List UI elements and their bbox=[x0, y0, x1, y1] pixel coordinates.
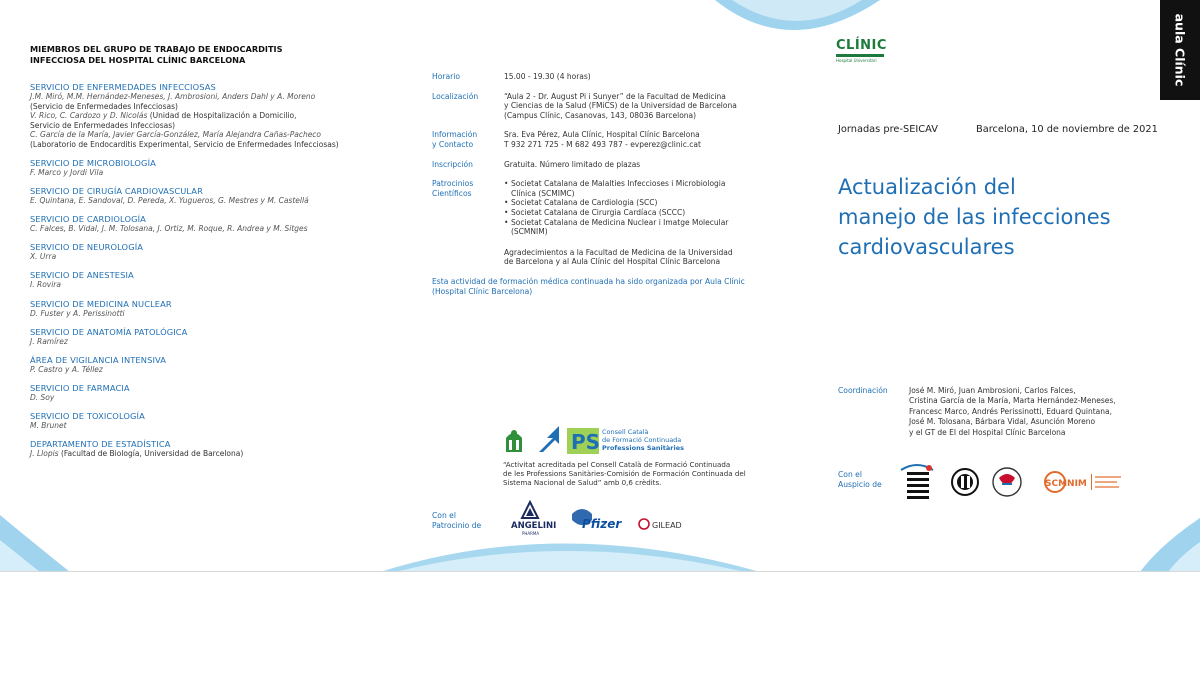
service-group bbox=[30, 299, 410, 319]
ps-logo bbox=[567, 428, 600, 454]
service-line bbox=[30, 449, 410, 459]
service-group bbox=[30, 327, 410, 347]
arrow-logo bbox=[539, 426, 559, 452]
service-title: SERVICIO DE MEDICINA NUCLEAR bbox=[30, 298, 172, 309]
service-names: X. Urra bbox=[30, 252, 57, 262]
auspicio-label-line1: Con el bbox=[838, 470, 862, 479]
clinic-logo-bar bbox=[836, 54, 884, 57]
service-title: SERVICIO DE ENFERMEDADES INFECCIOSAS bbox=[30, 82, 216, 92]
coord-line: José M. Tolosana, Bárbara Vidal, Asunción Moreno bbox=[909, 417, 1096, 427]
service-names: I. Rovira bbox=[30, 280, 61, 290]
localizacion-line: y Ciencias de la Salud (FMiCS) de la Universidad de Barcelona bbox=[504, 101, 737, 111]
service-line bbox=[30, 140, 410, 150]
service-names: J. Ramírez bbox=[30, 336, 68, 346]
scmimc-logo bbox=[901, 465, 933, 499]
service-names: J.M. Miró, M.M. Hernández-Meneses, J. Ambrosioni, Anders Dahl y A. Moreno bbox=[30, 92, 316, 101]
patrocinio-item bbox=[504, 218, 762, 237]
patrocinio-item bbox=[504, 179, 762, 198]
accreditation-text bbox=[503, 460, 765, 488]
service-note: (Servicio de Enfermedades Infecciosas) bbox=[30, 101, 178, 111]
activity-line: Esta actividad de formación médica continuada ha sido organizada por Aula Clínic bbox=[432, 276, 745, 286]
members-header bbox=[30, 44, 410, 65]
members-column bbox=[30, 44, 410, 467]
agradecimientos-line: Agradecimientos a la Facultad de Medicina de la Universidad bbox=[504, 247, 733, 257]
activity-note bbox=[432, 277, 762, 296]
patrocinios-value bbox=[504, 179, 762, 267]
auspicio-logos bbox=[897, 462, 1137, 504]
horario-value: 15.00 - 19.30 (4 horas) bbox=[504, 72, 591, 81]
patrocinio-item bbox=[504, 208, 762, 218]
patrocinio-line: • Societat Catalana de Cirurgia Cardíaca (SCCC) bbox=[511, 207, 686, 217]
generalitat-logo bbox=[503, 428, 525, 452]
patrocinios-label-line2: Científicos bbox=[432, 188, 472, 198]
title-line: cardiovasculares bbox=[838, 235, 1015, 259]
members-header-line1: MIEMBROS DEL GRUPO DE TRABAJO DE ENDOCARDITIS bbox=[30, 44, 283, 54]
svg-text:PS: PS bbox=[571, 430, 601, 454]
angelini-logo bbox=[511, 502, 556, 536]
service-note: Servicio de Enfermedades Infecciosas) bbox=[30, 120, 176, 130]
service-note: (Facultad de Biología, Universidad de Barcelona) bbox=[58, 449, 244, 458]
activity-line: (Hospital Clínic Barcelona) bbox=[432, 286, 533, 296]
event-date: Barcelona, 10 de noviembre de 2021 bbox=[976, 124, 1158, 135]
service-names: D. Fuster y A. Perissinotti bbox=[30, 308, 125, 318]
inscripcion-label: Inscripción bbox=[432, 159, 473, 169]
sponsor-label-line2: Patrocinio de bbox=[432, 520, 482, 530]
service-names: E. Quintana, E. Sandoval, D. Pereda, X. Yugueros, G. Mestres y M. Castellá bbox=[30, 196, 309, 206]
coord-line: José M. Miró, Juan Ambrosioni, Carlos Falces, bbox=[909, 386, 1076, 395]
service-title: SERVICIO DE ANATOMÍA PATOLÓGICA bbox=[30, 326, 188, 337]
accreditation-logos bbox=[503, 424, 763, 456]
horario-row bbox=[432, 72, 762, 82]
accred-logo-text-2: de Formació Continuada bbox=[602, 436, 682, 444]
accred-line: de les Professions Sanitàries-Comisión de Formación Continuada del bbox=[503, 469, 746, 479]
accred-line: “Activitat acreditada pel Consell Català de Formació Continuada bbox=[503, 460, 731, 469]
service-title: DEPARTAMENTO DE ESTADÍSTICA bbox=[30, 439, 171, 449]
event-title bbox=[838, 172, 1178, 262]
service-title: SERVICIO DE CIRUGÍA CARDIOVASCULAR bbox=[30, 186, 203, 197]
patrocinio-line: • Societat Catalana de Cardiologia (SCC) bbox=[511, 198, 658, 208]
service-line bbox=[30, 111, 410, 121]
service-line bbox=[30, 130, 410, 140]
coord-line: Cristina García de la María, Marta Hernández-Meneses, bbox=[909, 396, 1116, 406]
service-line bbox=[30, 337, 410, 347]
service-group bbox=[30, 411, 410, 431]
service-group bbox=[30, 214, 410, 234]
service-line bbox=[30, 252, 410, 262]
localizacion-value bbox=[504, 92, 762, 121]
service-line bbox=[30, 121, 410, 131]
informacion-value bbox=[504, 130, 762, 149]
gilead-logo bbox=[639, 519, 682, 530]
service-line bbox=[30, 196, 410, 206]
service-note: (Laboratorio de Endocarditis Experimental, Servicio de Enfermedades Infecciosas) bbox=[30, 139, 339, 149]
localizacion-label: Localización bbox=[432, 91, 479, 101]
title-line: manejo de las infecciones bbox=[838, 205, 1111, 229]
coordinacion-label: Coordinación bbox=[838, 386, 888, 395]
service-title: SERVICIO DE NEUROLOGÍA bbox=[30, 242, 144, 253]
service-title: SERVICIO DE TOXICOLOGÍA bbox=[30, 410, 145, 421]
service-line bbox=[30, 280, 410, 290]
info-column bbox=[432, 72, 762, 296]
service-line bbox=[30, 393, 410, 403]
sponsor-logos bbox=[508, 500, 708, 538]
horario-label: Horario bbox=[432, 72, 461, 81]
patrocinios-row bbox=[432, 179, 762, 267]
service-title: SERVICIO DE CARDIOLOGÍA bbox=[30, 214, 146, 225]
service-group bbox=[30, 383, 410, 403]
service-line bbox=[30, 168, 410, 178]
service-title: SERVICIO DE MICROBIOLOGÍA bbox=[30, 158, 156, 169]
service-title: SERVICIO DE FARMACIA bbox=[30, 382, 130, 393]
inscripcion-value: Gratuita. Número limitado de plazas bbox=[504, 159, 641, 169]
patrocinios-label-line1: Patrocinios bbox=[432, 179, 474, 189]
service-group bbox=[30, 242, 410, 262]
service-line bbox=[30, 92, 410, 102]
service-group bbox=[30, 355, 410, 375]
service-names: M. Brunet bbox=[30, 420, 67, 430]
clinic-logo bbox=[836, 38, 896, 70]
service-line bbox=[30, 224, 410, 234]
service-names: P. Castro y A. Téllez bbox=[30, 364, 103, 374]
service-note: (Unidad de Hospitalización a Domicilio, bbox=[147, 111, 297, 121]
title-line: Actualización del bbox=[838, 175, 1016, 199]
service-line bbox=[30, 421, 410, 431]
agradecimientos bbox=[504, 248, 762, 267]
auspicio-label bbox=[838, 470, 882, 489]
inscripcion-row bbox=[432, 160, 762, 170]
svg-text:PHARMA: PHARMA bbox=[522, 531, 540, 536]
service-names: F. Marco y Jordi Vila bbox=[30, 168, 104, 178]
agradecimientos-line: de Barcelona y al Aula Clínic del Hospital Clínic Barcelona bbox=[504, 257, 721, 267]
service-group bbox=[30, 186, 410, 206]
patrocinios-list bbox=[504, 179, 762, 237]
sponsor-label bbox=[432, 511, 481, 530]
patrocinio-line: (SCMNIM) bbox=[511, 227, 548, 237]
informacion-label bbox=[432, 130, 504, 149]
patrocinio-line: • Societat Catalana de Malalties Infeccioses i Microbiologia bbox=[511, 179, 726, 189]
localizacion-line: “Aula 2 - Dr. August Pi i Sunyer” de la Facultad de Medicina bbox=[504, 91, 726, 101]
service-line bbox=[30, 365, 410, 375]
pfizer-logo bbox=[572, 509, 622, 531]
service-group bbox=[30, 270, 410, 290]
sccc-logo bbox=[993, 468, 1021, 496]
clinic-logo-text: CLÍNIC bbox=[836, 38, 887, 53]
aula-clinic-logo: aula Clínic bbox=[1172, 13, 1188, 87]
patrocinios-label bbox=[432, 179, 504, 267]
scmnim-logo bbox=[1045, 472, 1121, 492]
localizacion-row bbox=[432, 92, 762, 121]
service-line bbox=[30, 102, 410, 112]
members-header-line2: INFECCIOSA DEL HOSPITAL CLÍNIC BARCELONA bbox=[30, 54, 246, 65]
informacion-line: T 932 271 725 - M 682 493 787 - evperez@clinic.cat bbox=[504, 139, 701, 149]
aula-clinic-tab bbox=[1160, 0, 1200, 100]
auspicio-label-line2: Auspicio de bbox=[838, 479, 882, 489]
service-title: ÁREA DE VIGILANCIA INTENSIVA bbox=[30, 354, 167, 365]
services-list bbox=[30, 82, 410, 459]
patrocinio-item bbox=[504, 198, 762, 208]
svg-text:GILEAD: GILEAD bbox=[652, 521, 682, 530]
informacion-row bbox=[432, 130, 762, 149]
service-title: SERVICIO DE ANESTESIA bbox=[30, 270, 134, 281]
service-group bbox=[30, 439, 410, 459]
informacion-line: Sra. Eva Pérez, Aula Clínic, Hospital Clínic Barcelona bbox=[504, 130, 700, 140]
coordinacion-text bbox=[909, 386, 1159, 438]
informacion-label-line2: y Contacto bbox=[432, 139, 474, 149]
service-names: C. García de la María, Javier García-González, María Alejandra Cañas-Pacheco bbox=[30, 130, 322, 140]
patrocinio-line: Clínica (SCMIMC) bbox=[511, 188, 575, 198]
accred-line: Sistema Nacional de Salud” amb 0,6 crèdits. bbox=[503, 478, 662, 488]
service-names: J. Llopis bbox=[30, 449, 59, 458]
service-group bbox=[30, 158, 410, 178]
service-names: D. Soy bbox=[30, 392, 55, 402]
sponsor-label-line1: Con el bbox=[432, 511, 456, 520]
scc-logo bbox=[952, 469, 978, 495]
svg-text:SCMNIM: SCMNIM bbox=[1045, 479, 1087, 489]
informacion-label-line1: Información bbox=[432, 130, 478, 140]
coord-line: Francesc Marco, Andrés Perissinotti, Eduard Quintana, bbox=[909, 406, 1113, 416]
accred-logo-text-3: Professions Sanitàries bbox=[602, 444, 684, 452]
svg-text:Pfizer: Pfizer bbox=[582, 517, 622, 531]
patrocinio-line: • Societat Catalana de Medicina Nuclear i Imatge Molecular bbox=[511, 217, 729, 227]
localizacion-line: (Campus Clínic, Casanovas, 143, 08036 Barcelona) bbox=[504, 110, 697, 120]
service-group bbox=[30, 82, 410, 150]
clinic-logo-sub: Hospital Universitari bbox=[836, 58, 877, 63]
accred-logo-text-1: Consell Català bbox=[602, 428, 649, 436]
svg-text:ANGELINI: ANGELINI bbox=[511, 521, 557, 531]
service-line bbox=[30, 309, 410, 319]
service-names: C. Falces, B. Vidal, J. M. Tolosana, J. Ortiz, M. Roque, R. Andrea y M. Sitges bbox=[30, 224, 308, 234]
coord-line: y el GT de EI del Hospital Clínic Barcelona bbox=[909, 427, 1066, 437]
event-series: Jornadas pre-SEICAV bbox=[838, 124, 938, 135]
service-names: V. Rico, C. Cardozo y D. Nicolás bbox=[30, 111, 148, 121]
